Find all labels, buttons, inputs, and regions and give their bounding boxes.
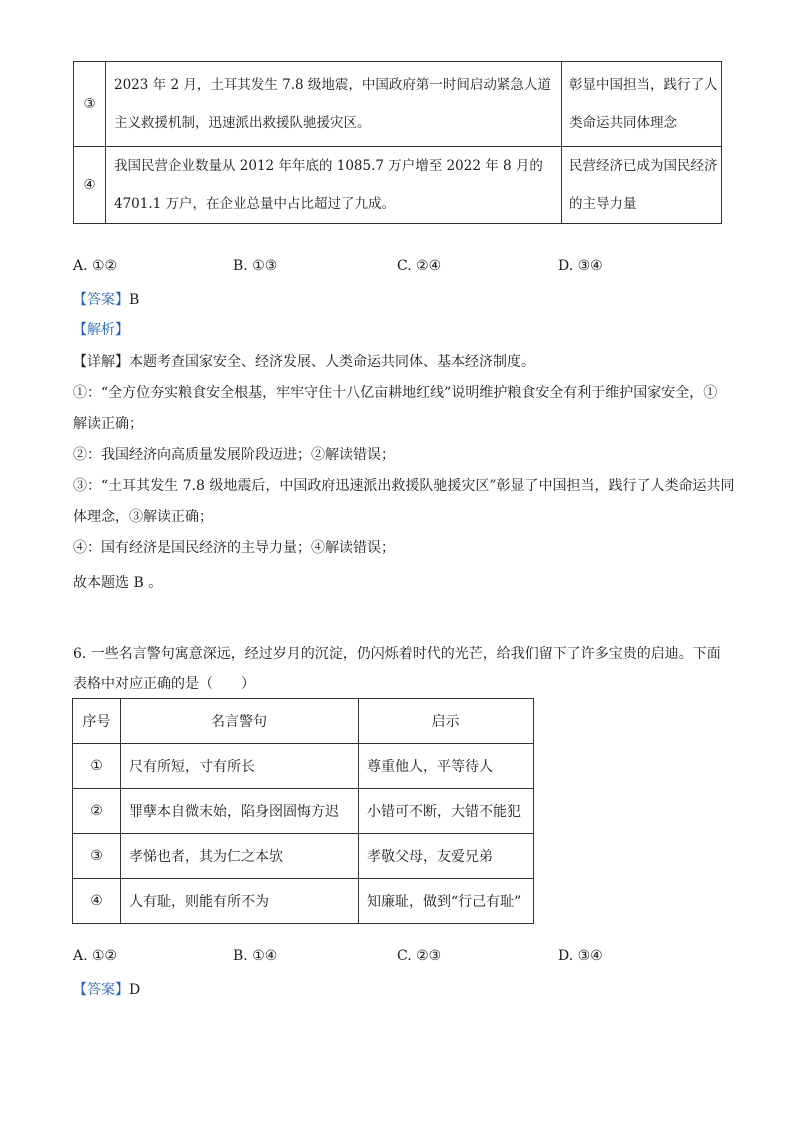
q6-table [72, 698, 534, 924]
material-cell [106, 147, 562, 224]
option-b: B. ①④ [233, 948, 278, 964]
q6-stem-cont: 表格中对应正确的是（ ） [73, 676, 255, 692]
analysis-line: ②：我国经济向高质量发展阶段迈进；②解读错误； [73, 447, 395, 463]
option-b: B. ①③ [233, 258, 278, 274]
option-d: D. ③④ [558, 258, 603, 274]
option-a: A. ①② [73, 948, 118, 964]
row-number: ① [73, 744, 121, 789]
quote-cell: 人有耻，则能有所不为 [121, 879, 359, 924]
table-row [73, 744, 534, 789]
analysis-label: 【解析】 [73, 322, 129, 338]
material-cell [106, 62, 562, 147]
material-line: 4701.1 万户，在企业总量中占比超过了九成。 [114, 196, 396, 212]
q6-stem: 6. 一些名言警句寓意深远，经过岁月的沉淀，仍闪烁着时代的光芒，给我们留下了许多宝贵的启迪。下面 [73, 646, 721, 662]
material-line: 2023 年 2 月，土耳其发生 7.8 级地震，中国政府第一时间启动紧急人道 [114, 77, 551, 93]
table-row [73, 834, 534, 879]
row-number: ④ [73, 879, 121, 924]
header-cell: 启示 [359, 699, 534, 744]
interpretation-line: 的主导力量 [569, 196, 637, 212]
header-cell: 序号 [73, 699, 121, 744]
lesson-cell: 知廉耻，做到“行己有耻” [359, 879, 534, 924]
top-table [73, 61, 722, 224]
conclusion-line: 故本题选 B 。 [73, 575, 163, 591]
quote-cell: 尺有所短，寸有所长 [121, 744, 359, 789]
option-d: D. ③④ [558, 948, 603, 964]
lesson-cell: 尊重他人，平等待人 [359, 744, 534, 789]
quote-cell: 孝悌也者，其为仁之本欤 [121, 834, 359, 879]
table-row [74, 62, 722, 147]
table-row [73, 879, 534, 924]
option-c: C. ②④ [397, 258, 442, 274]
analysis-line: ③：“土耳其发生 7.8 级地震后，中国政府迅速派出救援队驰援灾区”彰显了中国担当，践行了人类命运共同 [73, 478, 735, 494]
analysis-line: 解读正确； [73, 416, 143, 432]
lesson-cell: 小错可不断，大错不能犯 [359, 789, 534, 834]
answer-label: 【答案】 [73, 292, 129, 308]
analysis-line: 体理念，③解读正确； [73, 509, 213, 525]
table-row [73, 789, 534, 834]
table-row [74, 147, 722, 224]
lesson-cell: 孝敬父母，友爱兄弟 [359, 834, 534, 879]
interpretation-cell [562, 147, 722, 224]
q6-answer [73, 979, 140, 999]
detail-line [73, 351, 535, 371]
option-c: C. ②③ [397, 948, 442, 964]
answer-label: 【答案】 [73, 982, 129, 998]
material-line: 主义救援机制，迅速派出救援队驰援灾区。 [114, 115, 371, 131]
option-a: A. ①② [73, 258, 118, 274]
row-number: ② [73, 789, 121, 834]
material-line: 我国民营企业数量从 2012 年年底的 1085.7 万户增至 2022 年 8 月的 [114, 158, 543, 174]
interpretation-line: 类命运共同体理念 [569, 115, 677, 131]
answer-value: D [129, 982, 141, 998]
detail-label: 【详解】 [73, 354, 129, 370]
detail-text: 本题考查国家安全、经济发展、人类命运共同体、基本经济制度。 [129, 354, 535, 370]
answer-value: B [129, 292, 140, 308]
table-header-row [73, 699, 534, 744]
row-number: ④ [74, 147, 106, 224]
quote-cell: 罪孽本自微末始，陷身囹圄悔方迟 [121, 789, 359, 834]
analysis-line: ④：国有经济是国民经济的主导力量；④解读错误； [73, 540, 395, 556]
row-number: ③ [73, 834, 121, 879]
interpretation-line: 民营经济已成为国民经济 [569, 158, 718, 174]
analysis-line: ①：“全方位夯实粮食安全根基，牢牢守住十八亿亩耕地红线”说明维护粮食安全有利于维护国家安全，① [73, 385, 718, 401]
q5-answer [73, 289, 139, 309]
interpretation-cell [562, 62, 722, 147]
row-number: ③ [74, 62, 106, 147]
interpretation-line: 彰显中国担当，践行了人 [569, 77, 718, 93]
header-cell: 名言警句 [121, 699, 359, 744]
